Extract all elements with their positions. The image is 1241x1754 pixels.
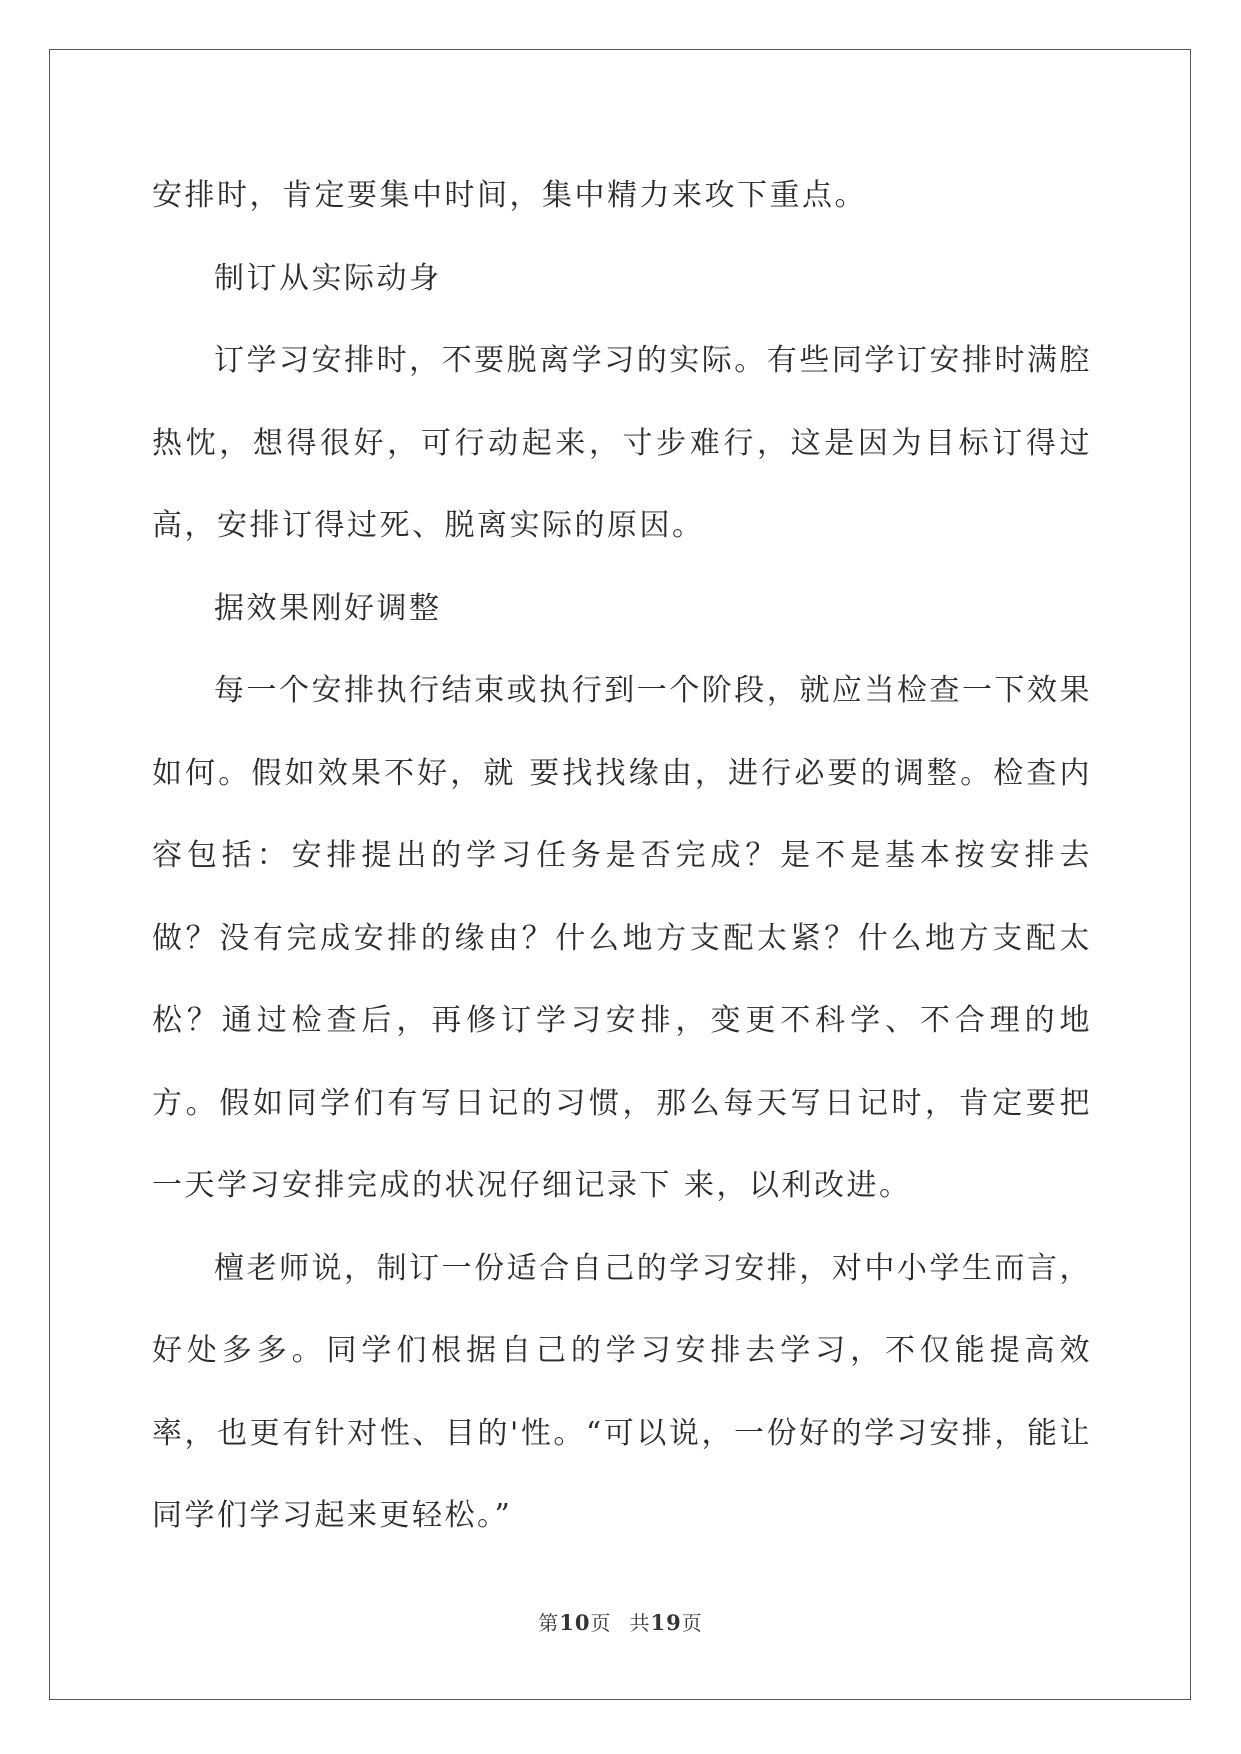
paragraph-5: 每一个安排执行结束或执行到一个阶段，就应当检查一下效果如何。假如效果不好，就 要找找缘由，进行必要的调整。检查内容包括：安排提出的学习任务是否完成？是不是基本按安排去做？没有完成安排的缘由？什么地方支配太紧？什么地方支配太 松？通过检查后，再修订学习安排，变更不科学、不合理的地方。假如同学们有写日记的习惯，那么每天写日记时，肯定要把一天学习安排完成的状况仔细记录下 来，以利改进。 [152, 673, 1092, 1203]
document-body [152, 155, 1092, 1558]
heading-adjust-by-effect: 据效果刚好调整 [214, 590, 442, 626]
paragraph-1: 安排时，肯定要集中时间，集中精力来攻下重点。 [152, 178, 867, 213]
page-suffix: 页 [590, 1611, 612, 1635]
total-prefix: 共 [629, 1611, 651, 1635]
total-suffix: 页 [681, 1611, 703, 1635]
page-number: 10 [559, 1610, 591, 1635]
heading-practical-start: 制订从实际动身 [214, 260, 442, 296]
page-footer [0, 1609, 1241, 1637]
paragraph-6: 檀老师说，制订一份适合自己的学习安排，对中小学生而言，好处多多。同学们根据自己的学习安排去学习，不仅能提高效率，也更有针对性、目的'性。“可以说，一份好的学习安排，能让同学们学习起来更轻松。” [152, 1250, 1092, 1533]
page-prefix: 第 [538, 1611, 560, 1635]
paragraph-3: 订学习安排时，不要脱离学习的实际。有些同学订安排时满腔热忱，想得很好，可行动起来，寸步难行，这是因为目标订得过高，安排订得过死、脱离实际的原因。 [152, 343, 1092, 543]
total-pages: 19 [650, 1610, 682, 1635]
